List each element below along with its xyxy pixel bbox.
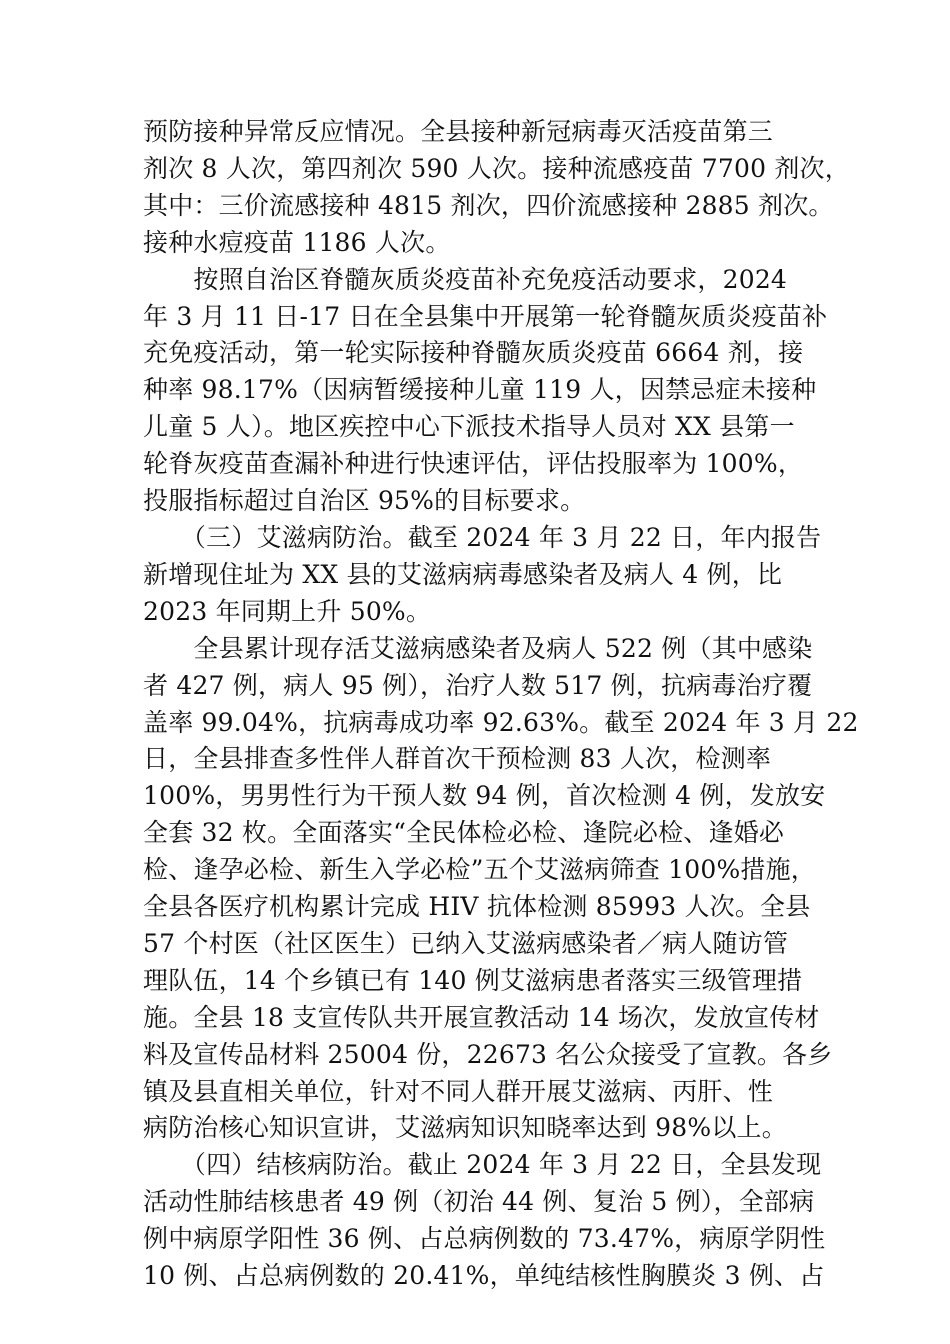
text-line: 10 例、占总病例数的 20.41%，单纯结核性胸膜炎 3 例、占 bbox=[143, 1261, 825, 1291]
text-line: 活动性肺结核患者 49 例（初治 44 例、复治 5 例），全部病 bbox=[143, 1187, 815, 1217]
text-line: 种率 98.17%（因病暂缓接种儿童 119 人，因禁忌症未接种 bbox=[143, 375, 817, 405]
text-line: 投服指标超过自治区 95%的目标要求。 bbox=[143, 486, 586, 516]
text-line: 镇及县直相关单位，针对不同人群开展艾滋病、丙肝、性 bbox=[143, 1076, 774, 1106]
paragraph-aids-prevention-heading bbox=[143, 520, 833, 631]
text-line: 全县各医疗机构累计完成 HIV 抗体检测 85993 人次。全县 bbox=[143, 892, 811, 922]
text-line: 接种水痘疫苗 1186 人次。 bbox=[143, 227, 451, 257]
text-line: 年 3 月 11 日-17 日在全县集中开展第一轮脊髓灰质炎疫苗补 bbox=[143, 301, 828, 331]
text-line: 57 个村医（社区医生）已纳入艾滋病感染者／病人随访管 bbox=[143, 928, 789, 958]
paragraph-polio-campaign bbox=[143, 262, 833, 520]
text-line: （三）艾滋病防治。截至 2024 年 3 月 22 日，年内报告 bbox=[143, 522, 822, 552]
text-line: 料及宣传品材料 25004 份，22673 名公众接受了宣教。各乡 bbox=[143, 1039, 833, 1069]
text-line: 轮脊灰疫苗查漏补种进行快速评估，评估投服率为 100%， bbox=[143, 449, 804, 479]
text-line: （四）结核病防治。截止 2024 年 3 月 22 日，全县发现 bbox=[143, 1150, 822, 1180]
text-line: 施。全县 18 支宣传队共开展宣教活动 14 场次，发放宣传材 bbox=[143, 1002, 820, 1032]
text-line: 100%，男男性行为干预人数 94 例，首次检测 4 例，发放安 bbox=[143, 781, 826, 811]
text-line: 新增现住址为 XX 县的艾滋病病毒感染者及病人 4 例，比 bbox=[143, 559, 783, 589]
text-line: 2023 年同期上升 50%。 bbox=[143, 596, 432, 626]
paragraph-tuberculosis-prevention bbox=[143, 1147, 833, 1295]
text-line: 儿童 5 人）。地区疾控中心下派技术指导人员对 XX 县第一 bbox=[143, 412, 795, 442]
paragraph-aids-statistics bbox=[143, 631, 859, 1148]
text-line: 者 427 例，病人 95 例），治疗人数 517 例，抗病毒治疗覆 bbox=[143, 670, 813, 700]
text-line: 检、逢孕必检、新生入学必检”五个艾滋病筛查 100%措施， bbox=[143, 855, 817, 885]
text-line: 按照自治区脊髓灰质炎疫苗补充免疫活动要求，2024 bbox=[143, 264, 788, 294]
text-line: 理队伍，14 个乡镇已有 140 例艾滋病患者落实三级管理措 bbox=[143, 965, 803, 995]
text-line: 全套 32 枚。全面落实“全民体检必检、逢院必检、逢婚必 bbox=[143, 818, 785, 848]
document-page bbox=[143, 114, 859, 1295]
text-line: 病防治核心知识宣讲，艾滋病知识知晓率达到 98%以上。 bbox=[143, 1113, 787, 1143]
text-line: 剂次 8 人次，第四剂次 590 人次。接种流感疫苗 7700 剂次， bbox=[143, 153, 850, 183]
text-line: 例中病原学阳性 36 例、占总病例数的 73.47%，病原学阴性 bbox=[143, 1224, 826, 1254]
text-line: 日，全县排查多性伴人群首次干预检测 83 人次，检测率 bbox=[143, 744, 772, 774]
paragraph-vaccination-summary bbox=[143, 114, 850, 262]
text-line: 充免疫活动，第一轮实际接种脊髓灰质炎疫苗 6664 剂，接 bbox=[143, 338, 804, 368]
text-line: 盖率 99.04%，抗病毒成功率 92.63%。截至 2024 年 3 月 22 bbox=[143, 707, 859, 737]
text-line: 预防接种异常反应情况。全县接种新冠病毒灭活疫苗第三 bbox=[143, 117, 774, 146]
text-line: 全县累计现存活艾滋病感染者及病人 522 例（其中感染 bbox=[143, 633, 813, 663]
text-line: 其中：三价流感接种 4815 剂次，四价流感接种 2885 剂次。 bbox=[143, 190, 834, 220]
